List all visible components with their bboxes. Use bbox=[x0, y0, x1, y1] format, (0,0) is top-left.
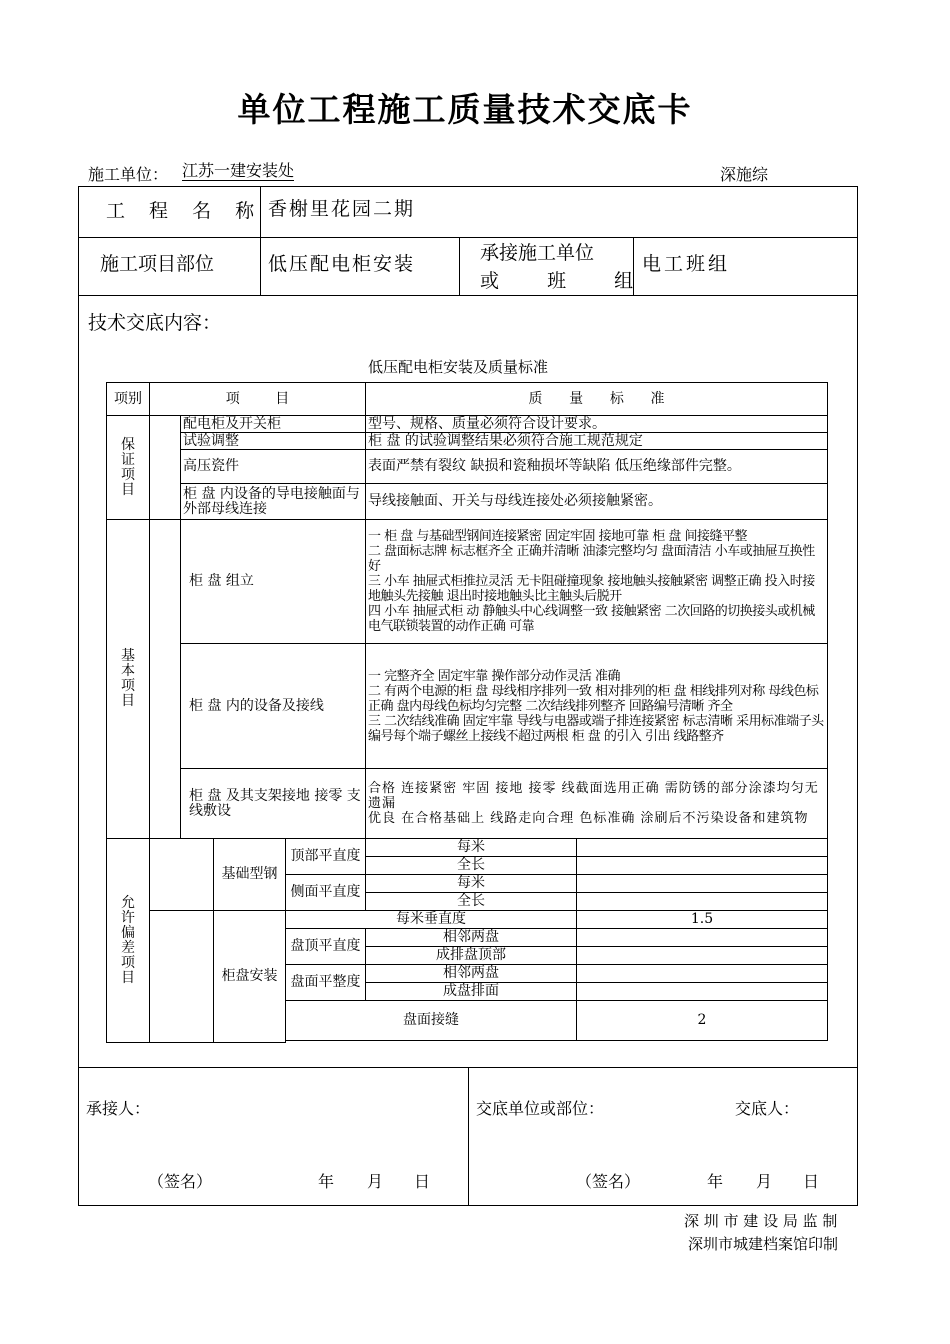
basic-item: 柜 盘 及其支架接地 接零 支线敷设 bbox=[181, 769, 366, 839]
adjacent-two-label: 相邻两盘 bbox=[366, 929, 577, 947]
year-left: 年 bbox=[318, 1172, 335, 1191]
day-right: 日 bbox=[803, 1172, 820, 1191]
guarantee-item: 试验调整 bbox=[181, 433, 366, 450]
guarantee-standard: 柜 盘 的试验调整结果必须符合施工规范规定 bbox=[366, 433, 828, 450]
seam-label: 盘面接缝 bbox=[286, 1001, 577, 1041]
per-meter-label: 每米 bbox=[366, 839, 577, 857]
per-meter-label: 每米 bbox=[366, 875, 577, 893]
year-right: 年 bbox=[707, 1172, 724, 1191]
basic-standard: 合格 连接紧密 牢固 接地 接零 线截面选用正确 需防锈的部分涂漆均匀无遗漏 优良 在合格基础上 线路走向合理 色标准确 涂刷后不污染设备和建筑物 bbox=[366, 769, 828, 839]
guarantee-standard: 导线接触面、开关与母线连接处必须接触紧密。 bbox=[366, 484, 828, 520]
guarantee-item: 配电柜及开关柜 bbox=[181, 416, 366, 433]
row-top-label: 成排盘顶部 bbox=[366, 947, 577, 965]
table-row bbox=[107, 433, 828, 450]
contractor-value: 电工班组 bbox=[642, 253, 731, 275]
footer-line-1: 深 圳 市 建 设 局 监 制 bbox=[684, 1212, 838, 1230]
content-subtitle: 低压配电柜安装及质量标准 bbox=[368, 358, 549, 376]
project-name-value: 香榭里花园二期 bbox=[268, 198, 416, 220]
base-steel-label: 基础型钢 bbox=[214, 839, 286, 911]
table-row bbox=[107, 644, 828, 769]
per-meter-vertical-value: 1.5 bbox=[577, 911, 828, 929]
guarantee-standard: 型号、规格、质量必须符合设计要求。 bbox=[366, 416, 828, 433]
row-face-label: 成盘排面 bbox=[366, 983, 577, 1001]
full-length-label: 全长 bbox=[366, 857, 577, 875]
contractor-label-2: 或 班 组 bbox=[480, 270, 634, 292]
basic-standard: 一 柜 盘 与基础型钢间连接紧密 固定牢固 接地可靠 柜 盘 间接缝平整 二 盘面标志牌 标志框齐全 正确并清晰 油漆完整均匀 盘面清洁 小车或抽屉互换性好 三 小车 抽屉式柜推拉灵活 无卡阻碰撞现象 接地触头接触紧密 调整正确 投入时接地触头先接触 退出时接地触头比主触头后脱开 四 小车 抽屉式柜 动 静触头中心线调整一致 接触紧密 二次回路的切换接头或机械 电气联锁装置的动作正确 可靠 bbox=[366, 520, 828, 644]
basic-standard: 一 完整齐全 固定牢靠 操作部分动作灵活 准确 二 有两个电源的柜 盘 母线相序排列一致 相对排列的柜 盘 相线排列对称 母线色标正确 盘内母线色标均匀完整 二次结线排列整齐 回路编号清晰 齐全 三 二次结线准确 固定牢靠 导线与电器或端子排连接紧密 标志清晰 采用标准端子头编号每个端子螺丝上接线不超过两根 柜 盘 的引入 引出 线路整齐 bbox=[366, 644, 828, 769]
basic-item: 柜 盘 内的设备及接线 bbox=[181, 644, 366, 769]
form-code: 深施综 bbox=[720, 165, 769, 184]
table-row bbox=[107, 484, 828, 520]
table-row bbox=[107, 450, 828, 484]
project-part-value: 低压配电柜安装 bbox=[268, 253, 416, 275]
month-right: 月 bbox=[756, 1172, 773, 1191]
guarantee-standard: 表面严禁有裂纹 缺损和瓷釉损坏等缺陷 低压绝缘部件完整。 bbox=[366, 450, 828, 484]
issuer-label: 交底人： bbox=[735, 1099, 800, 1118]
month-left: 月 bbox=[367, 1172, 384, 1191]
footer-line-2: 深圳市城建档案馆印制 bbox=[688, 1235, 839, 1253]
project-name-label: 工 程 名 称 bbox=[106, 200, 264, 222]
col-type-header: 项别 bbox=[107, 383, 150, 416]
col-item-header: 项 目 bbox=[150, 383, 366, 416]
guarantee-item: 柜 盘 内设备的导电接触面与外部母线连接 bbox=[181, 484, 366, 520]
tolerance-group: 允许偏差项目 bbox=[107, 839, 150, 1043]
day-left: 日 bbox=[414, 1172, 431, 1191]
col-standard-header: 质 量 标 准 bbox=[366, 383, 828, 416]
project-part-label: 施工项目部位 bbox=[100, 253, 215, 275]
table-row bbox=[107, 911, 828, 929]
sign-left: （签名） bbox=[148, 1172, 213, 1191]
contractor-label-1: 承接施工单位 bbox=[480, 242, 595, 264]
top-flat-2-label: 盘顶平直度 bbox=[286, 929, 366, 965]
sign-right: （签名） bbox=[576, 1172, 641, 1191]
issuer-unit-label: 交底单位或部位： bbox=[476, 1099, 605, 1118]
receiver-label: 承接人： bbox=[86, 1099, 151, 1118]
page-title: 单位工程施工质量技术交底卡 bbox=[237, 90, 693, 129]
per-meter-vertical-label: 每米垂直度 bbox=[286, 911, 577, 929]
top-flat-label: 顶部平直度 bbox=[286, 839, 366, 875]
table-row bbox=[107, 839, 828, 857]
table-header-row bbox=[107, 383, 828, 416]
full-length-label: 全长 bbox=[366, 893, 577, 911]
table-row bbox=[107, 416, 828, 433]
seam-value: 2 bbox=[577, 1001, 828, 1041]
cabinet-install-label: 柜盘安装 bbox=[214, 911, 286, 1043]
basic-group: 基本项目 bbox=[107, 520, 150, 839]
content-label: 技术交底内容： bbox=[88, 312, 222, 334]
unit-label: 施工单位： bbox=[88, 165, 169, 184]
side-flat-label: 侧面平直度 bbox=[286, 875, 366, 911]
guarantee-item: 高压瓷件 bbox=[181, 450, 366, 484]
guarantee-group: 保证项目 bbox=[107, 416, 150, 520]
face-flat-label: 盘面平整度 bbox=[286, 965, 366, 1001]
quality-standard-table bbox=[106, 382, 828, 1043]
unit-value: 江苏一建安装处 bbox=[182, 161, 295, 180]
adjacent-two-2-label: 相邻两盘 bbox=[366, 965, 577, 983]
basic-item: 柜 盘 组立 bbox=[181, 520, 366, 644]
table-row bbox=[107, 769, 828, 839]
table-row bbox=[107, 520, 828, 644]
